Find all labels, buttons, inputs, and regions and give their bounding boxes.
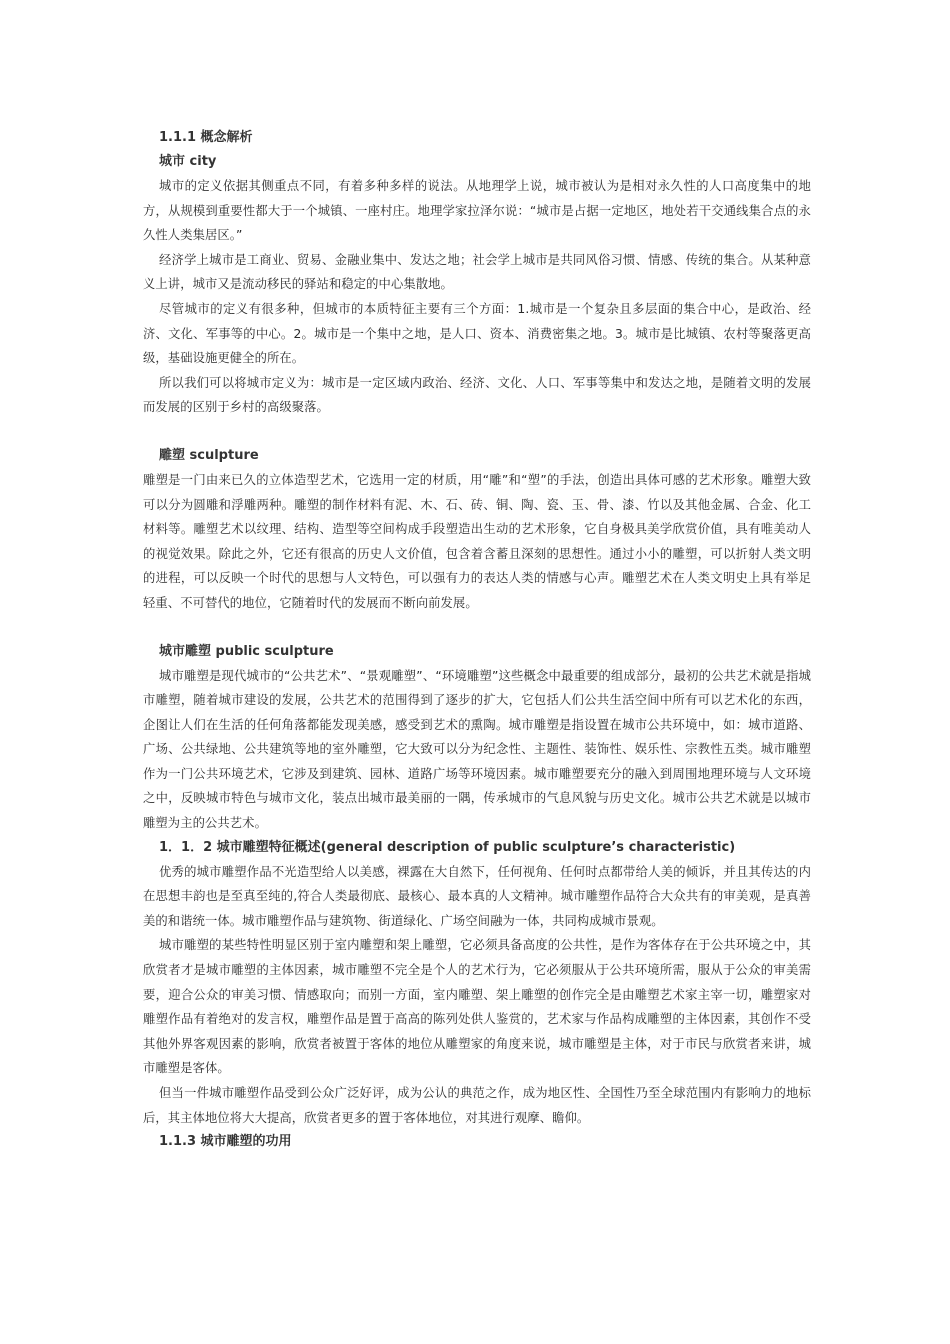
paragraph: 尽管城市的定义有很多种，但城市的本质特征主要有三个方面：1.城市是一个复杂且多层面的集合中心，是政治、经济、文化、军事等的中心。2。城市是一个集中之地，是人口、资本、消费密集之地。3。城市是比城镇、农村等聚落更高级，基础设施更健全的所在。: [143, 301, 811, 366]
paragraph: 优秀的城市雕塑作品不光造型给人以美感，裸露在大自然下，任何视角、任何时点都带给人美的倾诉，并且其传达的内在思想丰韵也是至真至纯的,符合人类最彻底、最核心、最本真的人文精神。城市雕塑作品符合大众共有的审美观，是真善美的和谐统一体。城市雕塑作品与建筑物、街道绿化、广场空间融为一体，共同构成城市景观。: [143, 864, 811, 928]
paragraph: 经济学上城市是工商业、贸易、金融业集中、发达之地；社会学上城市是共同风俗习惯、情感、传统的集合。从某种意义上讲，城市又是流动移民的驿站和稳定的中心集散地。: [143, 252, 811, 292]
section-heading-1-1-1: 1.1.1 概念解析: [159, 130, 253, 145]
spacer: [143, 616, 811, 640]
paragraph: 但当一件城市雕塑作品受到公众广泛好评，成为公认的典范之作，成为地区性、全国性乃至全球范围内有影响力的地标后，其主体地位将大大提高，欣赏者更多的置于客体地位，对其进行观摩、瞻仰。: [143, 1086, 811, 1125]
subheading-public-sculpture: 城市雕塑 public sculpture: [159, 643, 334, 659]
paragraph: 城市雕塑是现代城市的“公共艺术”、“景观雕塑”、“环境雕塑”这些概念中最重要的组成部分，最初的公共艺术就是指城市雕塑，随着城市建设的发展，公共艺术的范围得到了逐步的扩大，它包括人们公共生活空间中所有可以艺术化的东西，企图让人们在生活的任何角落都能发现美感，感受到艺术的熏陶。城市雕塑是指设置在城市公共环境中，如：城市道路、广场、公共绿地、公共建筑等地的室外雕塑，它大致可以分为纪念性、主题性、装饰性、娱乐性、宗教性五类。城市雕塑作为一门公共环境艺术，它涉及到建筑、园林、道路广场等环境因素。城市雕塑要充分的融入到周围地理环境与人文环境之中，反映城市特色与城市文化，装点出城市最美丽的一隅，传承城市的气息风貌与历史文化。城市公共艺术就是以城市雕塑为主的公共艺术。: [143, 668, 811, 831]
paragraph: 雕塑是一门由来已久的立体造型艺术，它选用一定的材质，用“雕”和“塑”的手法，创造出具体可感的艺术形象。雕塑大致可以分为圆雕和浮雕两种。雕塑的制作材料有泥、木、石、砖、铜、陶、瓷、玉、骨、漆、竹以及其他金属、合金、化工材料等。雕塑艺术以纹理、结构、造型等空间构成手段塑造出生动的艺术形象，它自身极具美学欣赏价值，具有唯美动人的视觉效果。除此之外，它还有很高的历史人文价值，包含着含蓄且深刻的思想性。通过小小的雕塑，可以折射人类文明的进程，可以反映一个时代的思想与人文特色，可以强有力的表达人类的情感与心声。雕塑艺术在人类文明史上具有举足轻重、不可替代的地位，它随着时代的发展而不断向前发展。: [143, 472, 811, 610]
section-heading-1-1-3: 1.1.3 城市雕塑的功用: [159, 1134, 292, 1150]
spacer: [143, 420, 811, 444]
section-heading-1-1-2: 1．1．2 城市雕塑特征概述(general description of public sculpture’s characteristic): [159, 839, 736, 855]
subheading-sculpture: 雕塑 sculpture: [159, 447, 259, 463]
paragraph: 城市的定义依据其侧重点不同，有着多种多样的说法。从地理学上说，城市被认为是相对永久性的人口高度集中的地方，从规模到重要性都大于一个城镇、一座村庄。地理学家拉泽尔说：“城市是占据一定地区，地处若干交通线集合点的永久性人类集居区。”: [143, 179, 811, 243]
paragraph: 城市雕塑的某些特性明显区别于室内雕塑和架上雕塑，它必须具备高度的公共性，是作为客体存在于公共环境之中，其欣赏者才是城市雕塑的主体因素，城市雕塑不完全是个人的艺术行为，它必须服从于公共环境所需，服从于公众的审美需要，迎合公众的审美习惯、情感取向；而别一方面，室内雕塑、架上雕塑的创作完全是由雕塑艺术家主宰一切，雕塑家对雕塑作品有着绝对的发言权，雕塑作品是置于高高的陈列处供人鉴赏的，艺术家与作品构成雕塑的主体因素，其创作不受其他外界客观因素的影响，欣赏者被置于客体的地位从雕塑家的角度来说，城市雕塑是主体，对于市民与欣赏者来讲，城市雕塑是客体。: [143, 938, 811, 1076]
subheading-city: 城市 city: [159, 154, 217, 169]
paragraph: 所以我们可以将城市定义为：城市是一定区域内政治、经济、文化、人口、军事等集中和发达之地，是随着文明的发展而发展的区别于乡村的高级聚落。: [143, 375, 811, 415]
document-body: [143, 126, 811, 1154]
